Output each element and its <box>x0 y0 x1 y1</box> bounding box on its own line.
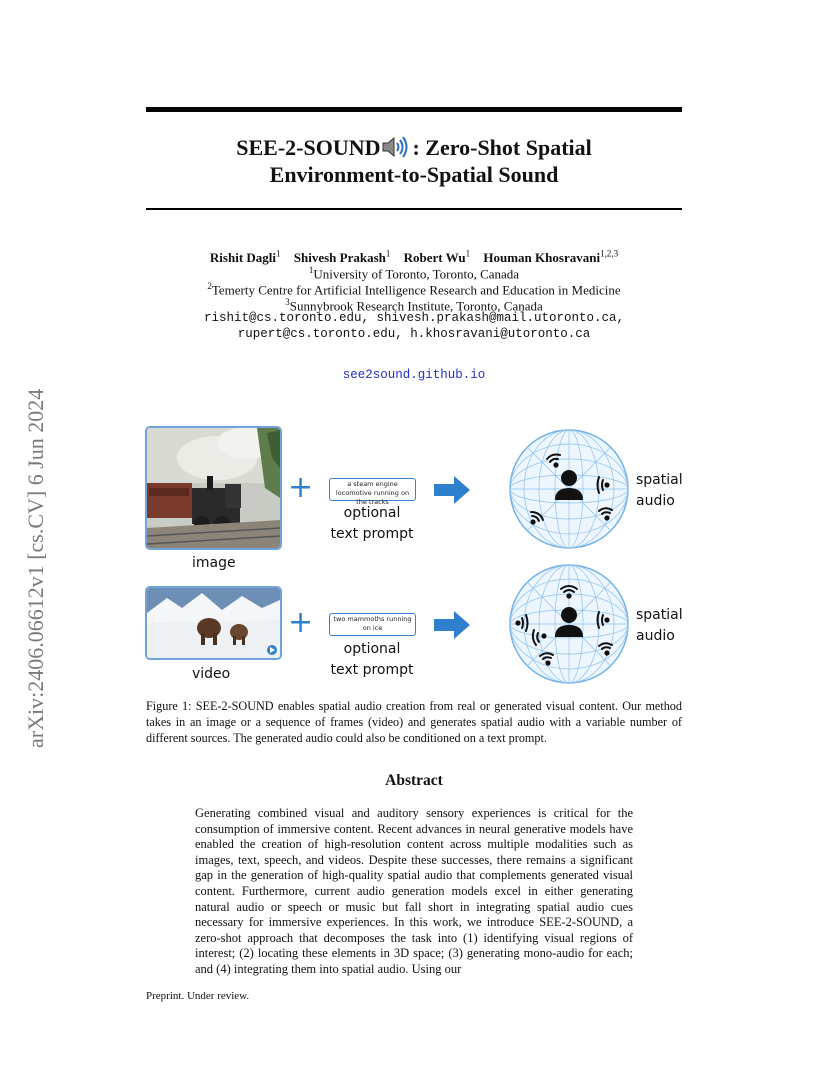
paper-title <box>146 134 682 188</box>
abstract-heading: Abstract <box>385 772 443 789</box>
title-bottom-rule <box>146 208 682 210</box>
train-image <box>147 428 280 548</box>
prompt-text: a steam engine locomotive running on the tracks <box>335 480 410 506</box>
audio-sphere <box>508 563 630 690</box>
video-label: video <box>192 666 231 682</box>
prompt-box <box>329 478 416 506</box>
title-line1-end: : Zero-Shot Spatial <box>412 135 592 160</box>
title-line2: Environment-to-Spatial Sound <box>269 162 559 187</box>
affiliation: $^3$Sunnybrook Research Institute, Toronto, Canada <box>285 297 543 314</box>
plus-icon: + <box>288 605 314 640</box>
title-line1-start: SEE-2-SOUND <box>236 135 381 160</box>
optional-label: optional text prompt <box>330 641 414 678</box>
footer-note: Preprint. Under review. <box>146 990 250 1002</box>
abstract-body: Generating combined visual and auditory sensory experiences is critical for the consumption of immersive content. Recent advances in neural generative models have enabled the creation of high-resolution content across multiple modalities such as images, text, speech, and videos. Despite these successes, there remains a significant gap in the generation of high-quality spatial audio that complements generated visual content. Furthermore, current audio generation models excel in either generating natural audio or speech or music but fall short in integrating spatial audio cues necessary for immersive experiences. In this work, we introduce SEE-2-SOUND, a zero-shot approach that decomposes the task into (1) identifying visual regions of interest; (2) locating these elements in 3D space; (3) generating mono-audio for each; and (4) integrating them into spatial audio. Using our <box>195 806 633 976</box>
arrow-right-icon <box>434 476 470 509</box>
author: Rishit Dagli$^1$ <box>209 249 281 266</box>
affiliation: $^2$Temerty Centre for Artificial Intelligence Research and Education in Medicine <box>207 281 621 298</box>
plus-icon: + <box>288 470 314 505</box>
project-link[interactable]: see2sound.github.io <box>342 368 486 382</box>
email-line: rishit@cs.toronto.edu, shivesh.prakash@mail.utoronto.ca, <box>203 311 625 325</box>
figure-caption: Figure 1: SEE-2-SOUND enables spatial audio creation from real or generated visual content. Our method takes in an image or a sequence of frames (video) and generates spatial audio with a variable number of different sources. The generated audio could also be conditioned on a text prompt. <box>146 699 682 745</box>
author: Houman Khosravani$^{1,2,3}$ <box>483 249 619 266</box>
audio-sphere <box>508 428 630 555</box>
spatial-audio-label: spatial audio <box>636 607 683 644</box>
author: Robert Wu$^1$ <box>403 249 471 266</box>
spatial-audio-label: spatial audio <box>636 472 683 509</box>
image-label: image <box>192 555 236 571</box>
figure-1 <box>146 428 682 690</box>
arrow-right-icon <box>434 611 470 644</box>
arxiv-stamp: arXiv:2406.06612v1 [cs.CV] 6 Jun 2024 <box>23 388 48 748</box>
author: Shivesh Prakash$^1$ <box>293 249 391 266</box>
optional-label: optional text prompt <box>330 505 414 542</box>
prompt-box <box>329 613 416 636</box>
title-top-rule <box>146 107 682 112</box>
email-line: rupert@cs.toronto.edu, h.khosravani@utoronto.ca <box>237 327 591 341</box>
video-thumbnail <box>147 588 280 658</box>
prompt-text: two mammoths running on ice <box>333 615 412 632</box>
affiliation: $^1$University of Toronto, Toronto, Canada <box>308 265 520 282</box>
speaker-icon <box>381 136 411 158</box>
